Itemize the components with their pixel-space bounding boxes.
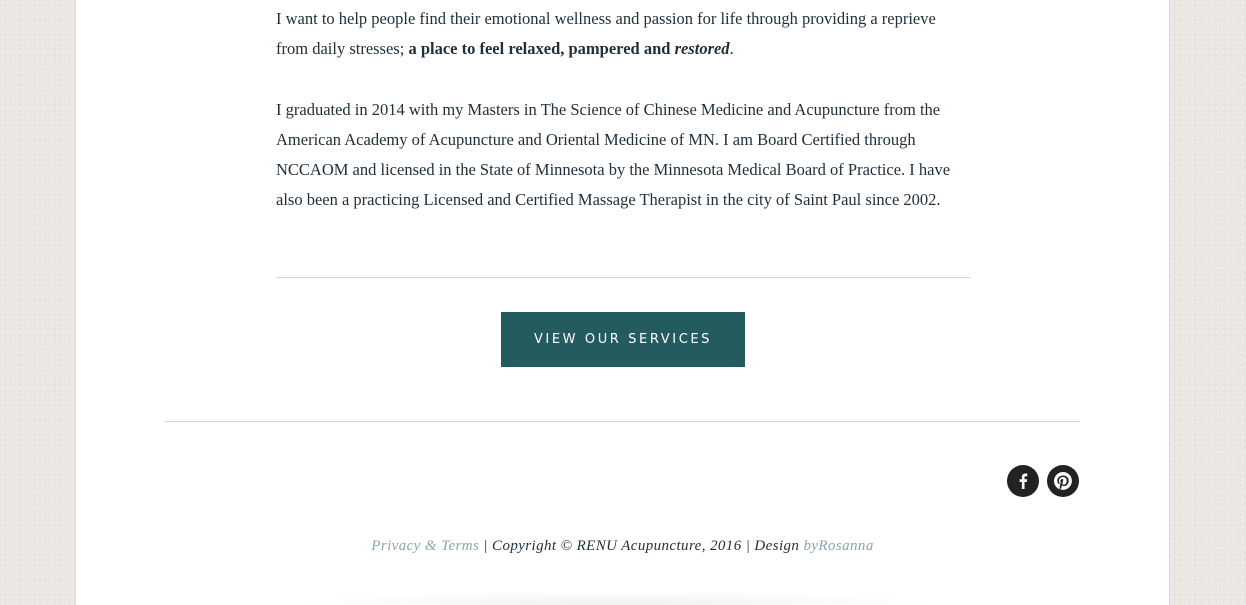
footer-divider	[165, 421, 1080, 422]
designer-link[interactable]: byRosanna	[803, 538, 874, 554]
footer	[76, 538, 1169, 555]
about-paragraph-1	[276, 4, 970, 64]
page-bottom-shadow	[286, 590, 946, 605]
about-paragraph-2: I graduated in 2014 with my Masters in The Science of Chinese Medicine and Acupuncture from the American Academy of Acupuncture and Oriental Medicine of MN. I am Board Certified through NCCAOM and licensed in the State of Minnesota by the Minnesota Medical Board of Practice. I have also been a practicing Licensed and Certified Massage Therapist in the city of Saint Paul since 2002.	[276, 100, 951, 209]
about-paragraph-1-bold: a place to feel relaxed, pampered and	[408, 39, 675, 58]
pinterest-icon[interactable]	[1047, 465, 1079, 497]
about-content	[276, 4, 970, 246]
copyright-text: | Copyright © RENU Acupuncture, 2016 | Design	[479, 538, 804, 554]
content-divider	[276, 277, 970, 278]
about-paragraph-1-end: .	[729, 39, 734, 58]
page-container	[75, 0, 1170, 605]
about-paragraph-1-text: I want to help people find their emotional wellness and passion for life through providing a reprieve from daily stresses;	[276, 9, 936, 58]
view-services-button[interactable]: VIEW OUR SERVICES	[501, 312, 745, 367]
facebook-icon[interactable]	[1007, 465, 1039, 497]
privacy-terms-link[interactable]: Privacy & Terms	[371, 538, 480, 554]
about-paragraph-1-bold-italic: restored	[674, 39, 730, 58]
about-paragraph-1-emphasis	[408, 39, 729, 58]
